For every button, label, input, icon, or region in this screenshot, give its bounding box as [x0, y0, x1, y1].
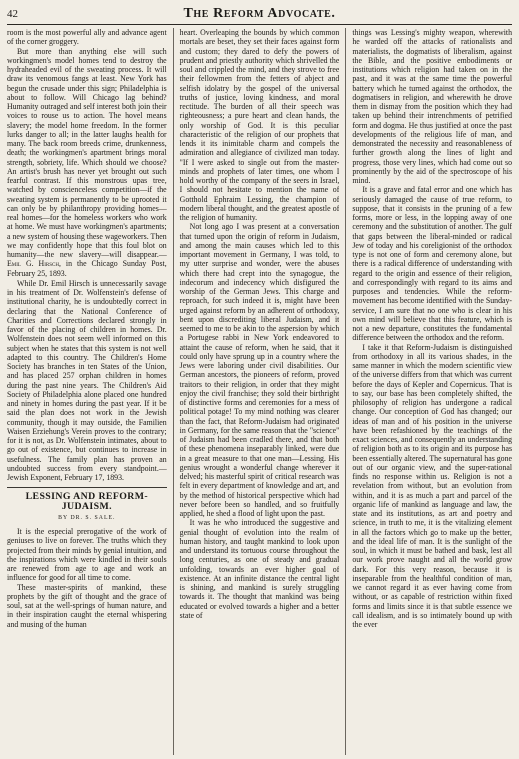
paragraph: While Dr. Emil Hirsch is unnecessarily savage in his treatment of Dr. Wolfenstein's defense of institutional charity, he is undoubtedly correct in declaring that the National Conference of Charities and Corrections declared strongly in favor of the placing of children in homes. Dr. Wolfenstein does not seem well informed on this subject when he states that this system is not well adapted to this country. The Children's Home Society has branches in ten States of the Union, and has placed 257 orphan children in homes during the past nine years. The Children's Aid Society of Philadelphia alone placed one hundred and ninety in homes during the past year. If it be said the plan does not work in the Jewish community, though it may outside, the Familien Waisen Erziehung's Verein proves to the contrary; for it is not, as Dr. Wolfenstein intimates, about to go out of existence, but continues to increase in usefulness. The family plan has proven an undoubted success from every standpoint.—Jewish Exponent, February 17, 1893.: [7, 278, 167, 482]
paragraph: It is the especial prerogative of the work of geniuses to live on forever. The truths which they projected from their minds by genial intuition, and the inspirations which were kindled in their souls are renewed from age to age and work an influence for good for all time to come.: [7, 527, 167, 583]
paragraph: Not long ago I was present at a conversation that turned upon the origin of reform in Judaism, and among the main causes which led to this important movement in Germany, I was told, to my utter surprise and wonder, were the abuses which there had crept into the synagogue, the indecorum and indecency which disfigured the worship of the German Jews. This charge and reproach, for such indeed it is, might have been urged against reform by an adherent of orthodoxy, bent upon discrediting liberal Judaism, and it seemed to me to be akin to the aspersion by which a Portugese rabbi in New York endeavored to attaint the cause of reform, when he said, that it could only have sprung up in a country where the Jews were laboring under civil disabilities. Our German ancestors, the pioneers of reform, proved traitors to their religion, in order that they might enjoy the civil franchise; they sold their birthright of distinctive forms and ceremonies for a mess of political potage! To my mind nothing was clearer than the fact, that Reform-Judaism had originated in Germany, for the same reason that the "science" of Judaism had been cradled there, and that both of these phenomena inseparably linked, were due in a great measure to that one man—Lessing. His genius wrought a wonderful change wherever it delved; his masterful spirit of critical research was felt in every department of knowledge and art, and by the method of historical perspective which had never before been so handled, and so fruitfully applied, he shed a flood of light upon the past.: [179, 222, 340, 518]
paragraph: room is the most powerful ally and advance agent of the corner groggery.: [7, 28, 167, 47]
column-2: [173, 28, 340, 755]
signature: Emil G. Hirsch,: [7, 259, 61, 269]
paragraph: I take it that Reform-Judaism is distinguished from orthodoxy in all its various shades, in the same manner in which the modern scientific view of the universe differs from that which was current before the days of Kepler and Copernicus. That is to say, our base has been completely shifted, the philosophy of religion has undergone a radical change. Our conception of God has changed; our ideas of man and of his position in the universe have been refashioned by the teachings of the exact sciences, and consequently an understanding of religion both as to its origin and its purpose has been essentially altered. The supernatural has gone out of our organic view, and the super-rational finds no response within us. Religion is not a revelation from without, but an evolution from within, and it is as much a part and parcel of the organic life of mankind as language and law, the state and its institutions, as art and poetry and science, in truth to me, it is the vitalizing element in all the factors which go to make up the better, and the ideal life of man. It is the sunlight of the soul, in which it must be bathed and bask, lest all our work prove naught and all the world grow dark. For this very reason, because it is inseparable from the healthful condition of man, we cannot regard it as ever having come from without, or as capable of restriction within fixed forms and limits since it is that subtle essence we call idealism, and is so intimately bound up with the ever: [352, 342, 513, 629]
paragraph: These master-spirits of mankind, these prophets by the gift of thought and the grace of soul, sat at the well-springs of human nature, and in their inspiration caught the eternal whispering and musing of the human: [7, 582, 167, 629]
page-number: 42: [7, 8, 18, 20]
column-3: [345, 28, 512, 755]
paragraph: things was Lessing's mighty weapon, wherewith he warded off the attacks of rationalists and materialists, the dogmatists of liberalism, against the Bible, and the positive embodiments or institutions which religion had taken on in the past, and it was at the same time the powerful battery which he turned against the orthodox, the dogmatisers in religion, and wherewith he drove them in dismay from the position which they had taken up behind their intrenchments of petrified form and dogma. He thus justified at once the past developments of the religious life of man, and demonstrated the necessity and reasonableness of further growth along the lines of light and progress, those very lines, which had come out so prominently by the aid of the spectroscope of his mind.: [352, 28, 513, 185]
article-byline: BY DR. S. SALE.: [58, 514, 116, 521]
text-columns: [7, 28, 512, 755]
article-title: LESSING AND REFORM-JUDAISM.: [7, 487, 167, 511]
masthead-title: The Reform Advocate.: [183, 6, 336, 21]
paragraph: But more than anything else will such workingmen's model homes tend to destroy the hydraheaded evil of the sweating process. It will draw its venomous fangs at least. New York has begun the crusade under this sign; Philadelphia is about to follow. Will Chicago lag behind? Humanity outraged and self interest both join their voices to rouse us to action. The hovel means slavery; the model home freedom. In the former lurks danger to all; in the latter laughs health for many. The back room breeds crime, drunkenness, death; the workingmen's apartment brings moral strength, sobriety, life. Which should we choose? An artist's brush has never yet brought out such fearful contrast. If this monstrous upas tree, watched by conscienceless competition—if the sweating system is permanently to be uprooted it can only be by philanthropy providing homes—real homes—for the homeless workers who work at home. We must have workingmen's apartments; a new system of housing these wageworkers. Then we may confidently hope that this foul blot on humanity—the new slavery—will disappear.— Emil G. Hirsch, in the Chicago Sunday Post, February 25, 1893.: [7, 46, 167, 278]
column-1: [7, 28, 167, 755]
paragraph: It is a grave and fatal error and one which has seriously damaged the cause of true reform, to suppose, that it consists in the pruning of a few forms, more or less, in the lopping away of one ceremony and the substitution of another. The gulf that gaps between the liberal-minded or radical Jew of today and his coreligionist of the orthodox type is not one of form and ceremony alone, but there is a radical difference of understanding with regard to the origin and essence of their religion, and correspondingly with regard to its aims and purposes and tendencies. While the reform-movement has become identified with the Sunday-service, I am sure that no one who is clear in his own mind will believe that this feature, which is not a new departure, constitutes the fundamental difference between the orthodox and the reform.: [352, 185, 513, 343]
paragraph: It was he who introduced the suggestive and genial thought of evolution into the realm of human history, and taught mankind to look upon and understand its tortuous course throughout the long centuries, as one of steady and gradual unfolding, towards an ever higher goal of existence. At an infinite distance the central light is shining, and mankind is surely struggling towards it. The thought that mankind was being educated or evolved towards a higher and a better state of: [179, 518, 340, 620]
paragraph: heart. Overleaping the bounds by which common mortals are beset, they set their faces against form and custom; they dared to defy the powers of prudent and priestly authority which shrivelled the soul and crippled the mind, and they strove to free their fellowmen from the fetters of abject and selfish idolatry by the gospel of the universal truths of justice, loving kindness, and moral rectitude. The burden of all their speech was righteousness; a pure heart and clean hands, the only worship of God. It is this peculiar characteristic of the religion of our prophets that lends it its inimitable charm and compels the admiration and allegiance of civilized man today. "If I were asked to single out from the master-minds and prophets of later times, one whom I hold worthy of the company of the seers in Israel, I should not hesitate to mention the name of Gotthold Ephraim Lessing, the champion of modern liberal thought, and the greatest apostle of the religion of humanity.: [179, 28, 340, 222]
page-header: [7, 6, 512, 25]
